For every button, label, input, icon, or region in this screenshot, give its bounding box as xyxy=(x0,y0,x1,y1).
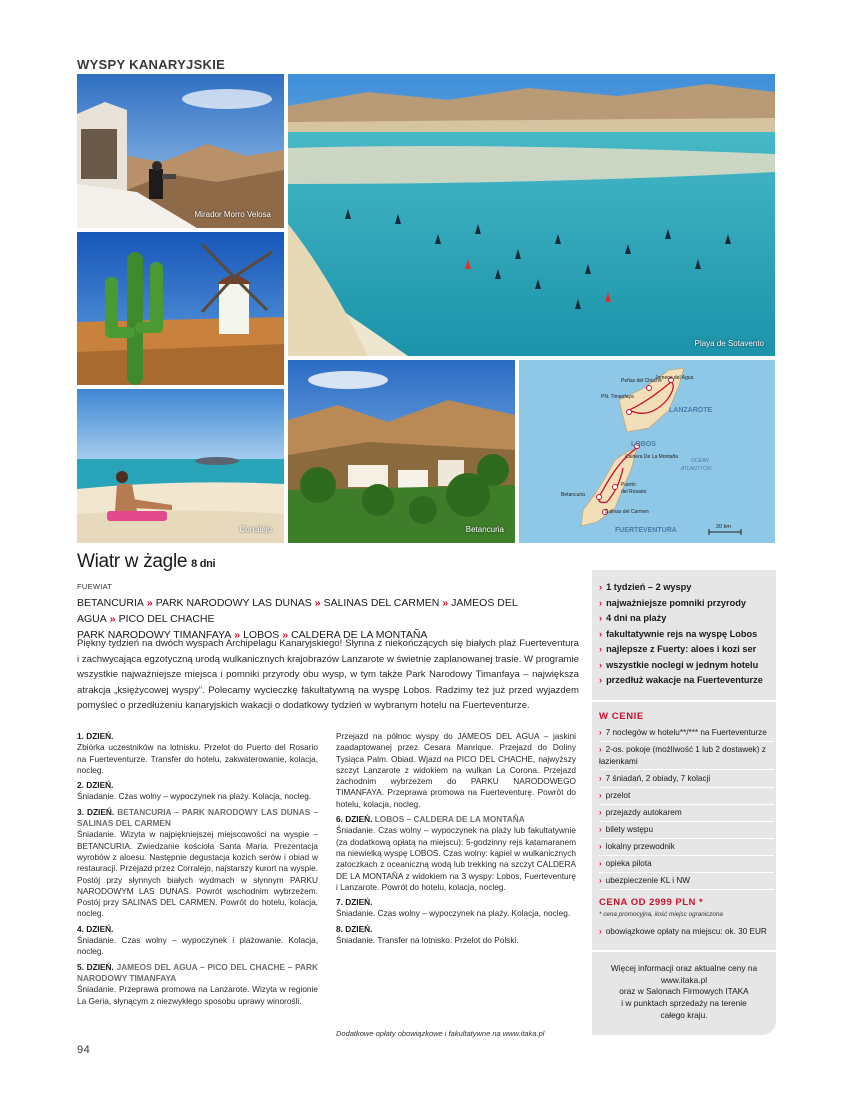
fee-text: obowiązkowe opłaty na miejscu: ok. 30 EUR xyxy=(605,927,767,936)
arrow-icon: › xyxy=(599,675,603,685)
day-number: 5. DZIEŃ. xyxy=(77,961,114,972)
divider xyxy=(592,700,776,702)
highlight-text: 1 tydzień – 2 wyspy xyxy=(606,582,692,592)
included-text: 2-os. pokoje (możliwość 1 lub 2 dostawek) z łazienkami xyxy=(599,745,766,766)
map-label: ATLANTYCKI xyxy=(681,466,712,472)
highlight-item xyxy=(599,611,774,627)
included-item xyxy=(599,788,774,805)
map-label: Jameos del Agua xyxy=(655,375,694,381)
included-heading: W CENIE xyxy=(599,711,644,722)
route-stop: CALDERA DE LA MONTAÑA xyxy=(291,629,428,641)
highlights-list xyxy=(599,580,774,689)
photo-caption: Betancuria xyxy=(465,525,504,534)
map-label: LOBOS xyxy=(631,441,656,448)
day-heading xyxy=(77,924,318,935)
map-label: Puerto xyxy=(621,482,636,488)
day-heading xyxy=(336,814,576,825)
day-places: LOBOS – CALDERA DE LA MONTAÑA xyxy=(374,814,525,825)
map-label: FUERTEVENTURA xyxy=(615,527,677,534)
map-label: Salinas del Carmen xyxy=(605,509,649,515)
day-heading xyxy=(336,897,576,908)
highlight-text: najlepsze z Fuerty: aloes i kozi ser xyxy=(606,644,757,654)
included-item xyxy=(599,873,774,890)
route-separator: » xyxy=(109,613,116,625)
route-stop: BETANCURIA xyxy=(77,597,144,609)
arrow-icon: › xyxy=(599,773,602,783)
day-description: Śniadanie. Czas wolny – wypoczynek na plaży. Kolacja, nocleg. xyxy=(77,791,312,802)
more-info xyxy=(600,963,768,1022)
info-line: oraz w Salonach Firmowych ITAKA xyxy=(619,986,749,997)
day-number: 3. DZIEŃ. xyxy=(77,806,115,817)
highlight-text: wszystkie noclegi w jednym hotelu xyxy=(606,659,759,670)
highlight-text: 4 dni na plaży xyxy=(606,613,667,623)
day-places: BETANCURIA – PARK NARODOWY LAS DUNAS – SALINAS DEL CARMEN xyxy=(77,806,319,829)
included-text: bilety wstępu xyxy=(605,825,654,835)
arrow-icon: › xyxy=(599,808,602,817)
photo-caption: Playa de Sotavento xyxy=(694,339,764,348)
map-scale-label: 20 km xyxy=(716,524,731,530)
day-heading xyxy=(336,924,576,935)
highlight-item xyxy=(599,627,774,643)
day-description: Śniadanie. Czas wolny – wypoczynek na plaży. Kolacja, nocleg. xyxy=(336,908,571,919)
route-separator: » xyxy=(314,597,321,609)
day-description: Zbiórka uczestników na lotnisku. Przelot do Puerto del Rosario na Fuerteventurze. Transfer do hotelu, zakwaterowanie, kolacja, nocleg. xyxy=(77,742,318,775)
route-stop: JAMEOS DEL AGUA xyxy=(77,597,518,625)
itinerary-column-2 xyxy=(336,731,576,946)
map-label: del Rosario xyxy=(621,489,647,495)
included-text: przejazdy autokarem xyxy=(605,808,682,817)
day-heading xyxy=(77,807,318,830)
included-item xyxy=(599,742,774,770)
arrow-icon: › xyxy=(599,628,603,639)
info-line: i w punktach sprzedaży na terenie xyxy=(621,998,747,1009)
day-heading xyxy=(77,962,318,985)
day-heading xyxy=(77,780,318,791)
photo-betancuria xyxy=(288,360,515,543)
tour-name: Wiatr w żagle xyxy=(77,551,188,572)
map-label: PN. Timanfaya xyxy=(601,394,634,400)
highlight-item xyxy=(599,642,774,658)
day-number: 6. DZIEŃ. xyxy=(336,814,373,825)
extras-note: Dodatkowe opłaty obowiązkowe i fakultatywne na www.itaka.pl xyxy=(336,1029,545,1038)
tour-intro: Piękny tydzień na dwóch wyspach Archipelagu Kanaryjskiego! Słynna z niekończących się białych plaż Fuerteventura i zachwycająca egzotyczną urodą wulkanicznych krajobrazów Lanzarote w świetnie zaplanowanej trasie. W programie wszystkie najważniejsze miejsca i pomniki przyrody obu wysp, w tym także Park Narodowy Timanfaya – największa atrakcja „księżycowej wyspy”. Polecamy wycieczkę fakultatywną na wyspę Lobos. Radzimy też już przed wyjazdem pomyśleć o przedłużeniu kanaryjskich wakacji o dodatkowy tydzień w wybranym hotelu na Fuerteventurze. xyxy=(77,638,579,711)
tour-duration: 8 dni xyxy=(191,558,216,570)
day-number: 4. DZIEŃ. xyxy=(77,923,114,934)
arrow-icon: › xyxy=(599,842,602,852)
route-separator: » xyxy=(146,597,153,609)
price-from: CENA OD 2999 PLN * xyxy=(599,897,704,908)
map-label: LANZAROTE xyxy=(669,407,713,414)
photo-mirador xyxy=(77,74,284,228)
included-item xyxy=(599,839,774,856)
included-text: ubezpieczenie KL i NW xyxy=(605,876,691,886)
info-line: Więcej informacji oraz aktualne ceny na xyxy=(610,963,758,973)
route-separator: » xyxy=(234,629,241,641)
day-description: Śniadanie. Wizyta w najpiękniejszej miejscowości na wyspie – BETANCURIA. Zwiedzanie kościoła Santa Maria. Prezentacja wyrobów z aloesu. Następnie degustacja kozich serów i obiad w restauracji. Przejazd przez Corralejo, najstarszy kurort na wyspie. Postój przy słynnych białych wydmach w słynnym PARKU NARODOWYM LAS DUNAS. Powrót wschodnim wybrzeżem. Postój przy SALINAS DEL CARMEN. Powrót do hotelu, kolacja, nocleg. xyxy=(77,829,318,919)
map-label: Betancuria xyxy=(561,492,585,498)
included-item xyxy=(599,856,774,873)
arrow-icon: › xyxy=(599,825,602,835)
map-label: Peñas del Chache xyxy=(621,378,662,384)
mandatory-fee xyxy=(599,927,767,936)
price-note: * cena promocyjna, ilość miejsc ograniczona xyxy=(599,911,723,918)
included-item xyxy=(599,805,774,822)
photo-corralejo xyxy=(77,389,284,543)
day-number: 8. DZIEŃ. xyxy=(336,923,373,934)
day-places: JAMEOS DEL AGUA – PICO DEL CHACHE – PARK NARODOWY TIMANFAYA xyxy=(77,961,318,983)
day-heading xyxy=(77,731,318,742)
highlight-text: przedłuż wakacje na Fuerteventurze xyxy=(606,675,763,685)
arrow-icon: › xyxy=(599,790,602,800)
arrow-icon: › xyxy=(599,859,602,869)
arrow-icon: › xyxy=(599,597,603,608)
day-number: 2. DZIEŃ. xyxy=(77,780,114,791)
route-label: FUEWIAT xyxy=(77,582,113,591)
highlight-item xyxy=(599,673,774,689)
itinerary-column-1 xyxy=(77,731,318,1007)
highlight-text: fakultatywnie rejs na wyspę Lobos xyxy=(606,628,758,639)
route-map xyxy=(519,360,775,543)
included-list xyxy=(599,725,774,890)
route-stop: PICO DEL CHACHE xyxy=(118,613,215,625)
info-sidebar xyxy=(592,570,776,1035)
included-text: przelot xyxy=(605,790,631,800)
day-number: 7. DZIEŃ. xyxy=(336,897,373,908)
included-item xyxy=(599,822,774,839)
photo-caption: Mirador Morro Velosa xyxy=(194,210,271,219)
day-number: 1. DZIEŃ. xyxy=(77,731,114,741)
tour-title xyxy=(77,551,215,573)
photo-windmill xyxy=(77,232,284,385)
arrow-icon: › xyxy=(599,659,603,670)
arrow-icon: › xyxy=(599,582,603,592)
route-stop: LOBOS xyxy=(243,629,280,641)
day-description: Śniadanie. Przeprawa promowa na Lanzarote. Wizyta w regionie La Geria, słynącym z niezwykłego sposobu uprawy winorośli. xyxy=(77,984,318,1006)
included-text: 7 śniadań, 2 obiady, 7 kolacji xyxy=(605,773,711,783)
map-label: Caldera De La Montaña xyxy=(625,454,679,460)
arrow-icon: › xyxy=(599,876,602,886)
arrow-icon: › xyxy=(599,644,603,654)
arrow-icon: › xyxy=(599,728,602,738)
highlight-text: najważniejsze pomniki przyrody xyxy=(606,597,746,608)
map-label: OCEAN xyxy=(691,458,709,464)
day-description: Śniadanie. Czas wolny – wypoczynek na plaży lub fakultatywnie (za dodatkową opłatą na miejscu): 5-godzinny rejs katamaranem na niewielką wyspę LOBOS. Czas wolny: kąpiel w wulkanicznych zatoczkach z oceaniczną wodą lub trekking na szczyt CALDERA DE LA MONTAÑA z widokiem na 3 wyspy: Lobos, Fuerteventurę i Lanzarote. Powrót do hotelu, kolacja, nocleg. xyxy=(336,825,576,892)
highlight-item xyxy=(599,658,774,674)
route-separator: » xyxy=(282,629,289,641)
arrow-icon: › xyxy=(599,745,602,755)
info-line: całego kraju. xyxy=(660,1009,708,1020)
website-link[interactable]: www.itaka.pl xyxy=(660,974,708,985)
included-text: 7 noclegów w hotelu**/*** na Fuerteventurze xyxy=(605,728,767,738)
divider xyxy=(592,950,776,952)
photo-caption: Corralejo xyxy=(239,525,272,534)
route-stop: PARK NARODOWY LAS DUNAS xyxy=(155,597,312,609)
route-separator: » xyxy=(442,597,449,609)
highlight-item xyxy=(599,580,774,596)
page-number: 94 xyxy=(77,1044,91,1056)
arrow-icon: › xyxy=(599,613,603,623)
section-title: WYSPY KANARYJSKIE xyxy=(77,57,226,72)
day-description: Przejazd na północ wyspy do JAMEOS DEL AGUA – jaskini zaadaptowanej przez Cesara Manrique. Przejazd do Doliny Tysiąca Palm. Obiad. Wjazd na PICO DEL CHACHE, najwyższy szczyt Lanzarote z widokiem na wulkan La Corona. Przejazd zachodnim wybrzeżem do PARKU NARODOWEGO TIMANFAYA. Przeprawa promowa na Fuerteventurę. Powrót do hotelu, kolacja, nocleg. xyxy=(336,731,576,809)
highlight-item xyxy=(599,596,774,612)
route-stop: SALINAS DEL CARMEN xyxy=(323,597,440,609)
photo-sotavento xyxy=(288,74,775,356)
included-item xyxy=(599,725,774,742)
included-text: lokalny przewodnik xyxy=(605,842,675,852)
route-stop: PARK NARODOWY TIMANFAYA xyxy=(77,629,232,641)
arrow-icon: › xyxy=(599,927,602,936)
included-item xyxy=(599,770,774,787)
included-text: opieka pilota xyxy=(605,859,652,869)
day-description: Śniadanie. Czas wolny – wypoczynek i plażowanie. Kolacja, nocleg. xyxy=(77,935,318,957)
day-description: Śniadanie. Transfer na lotnisko. Przelot do Polski. xyxy=(336,935,519,946)
